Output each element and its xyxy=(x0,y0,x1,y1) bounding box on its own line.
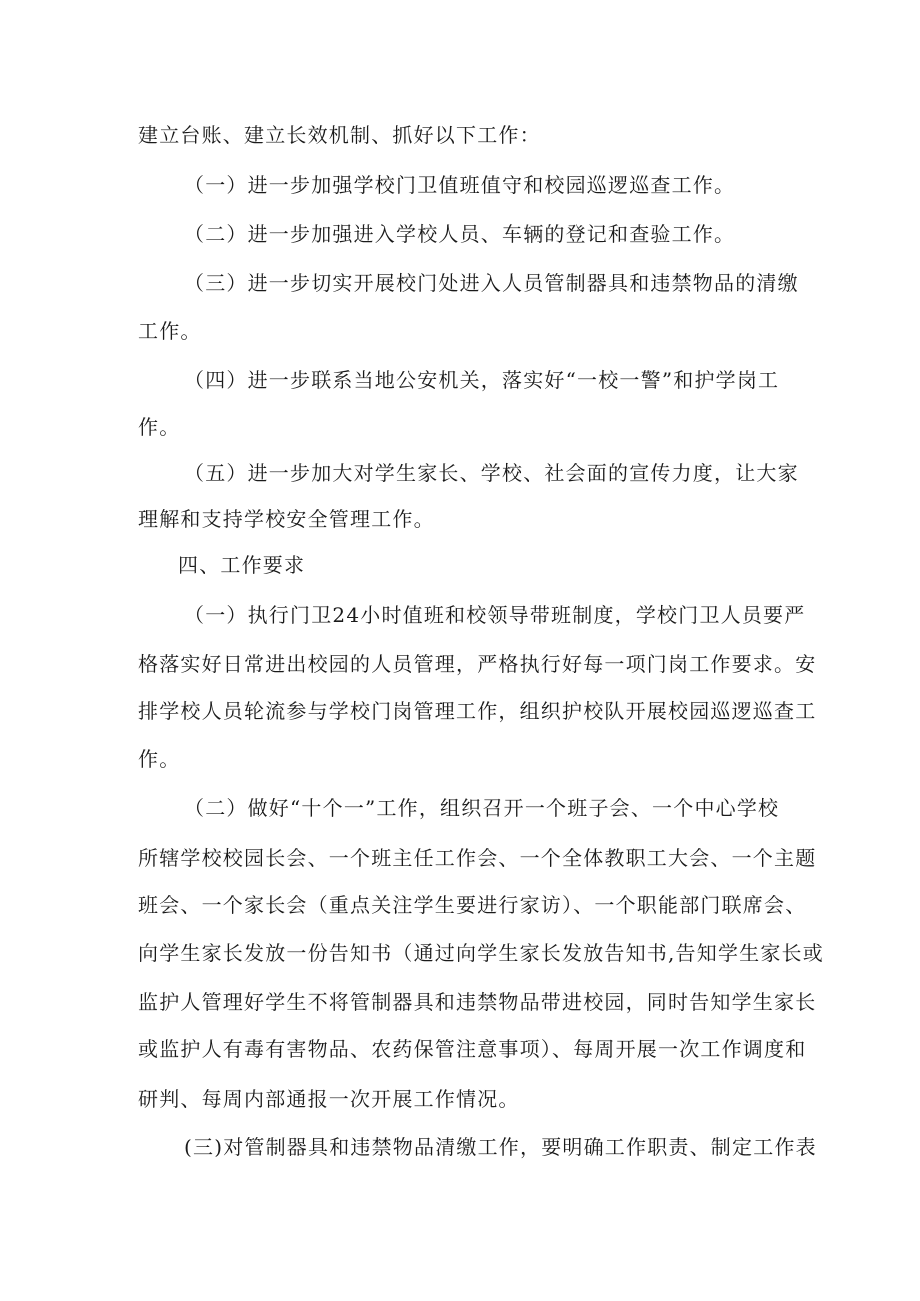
text-line: （二）进一步加强进入学校人员、车辆的登记和查验工作。 xyxy=(184,222,736,246)
text-line: （二）做好“十个一”工作，组织召开一个班子会、一个中心学校 xyxy=(184,796,780,820)
text-line: 研判、每周内部通报一次开展工作情况。 xyxy=(138,1087,520,1111)
text-line: 所辖学校校园长会、一个班主任工作会、一个全体教职工大会、一个主题 xyxy=(138,846,817,870)
text-line: 格落实好日常进出校园的人员管理，严格执行好每一项门岗工作要求。安 xyxy=(138,652,817,676)
text-line: 或监护人有毒有害物品、农药保管注意事项）、每周开展一次工作调度和 xyxy=(138,1037,807,1061)
text-line: （四）进一步联系当地公安机关，落实好“一校一警”和护学岗工 xyxy=(184,368,780,392)
section-heading: 四、工作要求 xyxy=(178,553,306,577)
text-line: 监护人管理好学生不将管制器具和违禁物品带进校园，同时告知学生家长 xyxy=(138,990,817,1014)
text-line: （五）进一步加大对学生家长、学校、社会面的宣传力度，让大家 xyxy=(184,461,799,485)
text-line: 作。 xyxy=(138,747,181,771)
text-line: 理解和支持学校安全管理工作。 xyxy=(138,507,435,531)
text-line: 向学生家长发放一份告知书（通过向学生家长发放告知书,告知学生家长或 xyxy=(138,941,824,965)
text-line: （一）进一步加强学校门卫值班值守和校园巡逻巡查工作。 xyxy=(184,173,736,197)
text-line: 作。 xyxy=(138,415,181,439)
text-line: 排学校人员轮流参与学校门岗管理工作，组织护校队开展校园巡逻巡查工 xyxy=(138,699,817,723)
text-line: 建立台账、建立长效机制、抓好以下工作： xyxy=(138,123,541,147)
text-line: (三)对管制器具和违禁物品清缴工作，要明确工作职责、制定工作表 xyxy=(184,1135,817,1159)
text-line: 班会、一个家长会（重点关注学生要进行家访）、一个职能部门联席会、 xyxy=(138,893,807,917)
text-line: （一）执行门卫24小时值班和校领导带班制度，学校门卫人员要严 xyxy=(184,603,806,627)
text-line: （三）进一步切实开展校门处进入人员管制器具和违禁物品的清缴 xyxy=(184,271,799,295)
text-line: 工作。 xyxy=(138,319,202,343)
